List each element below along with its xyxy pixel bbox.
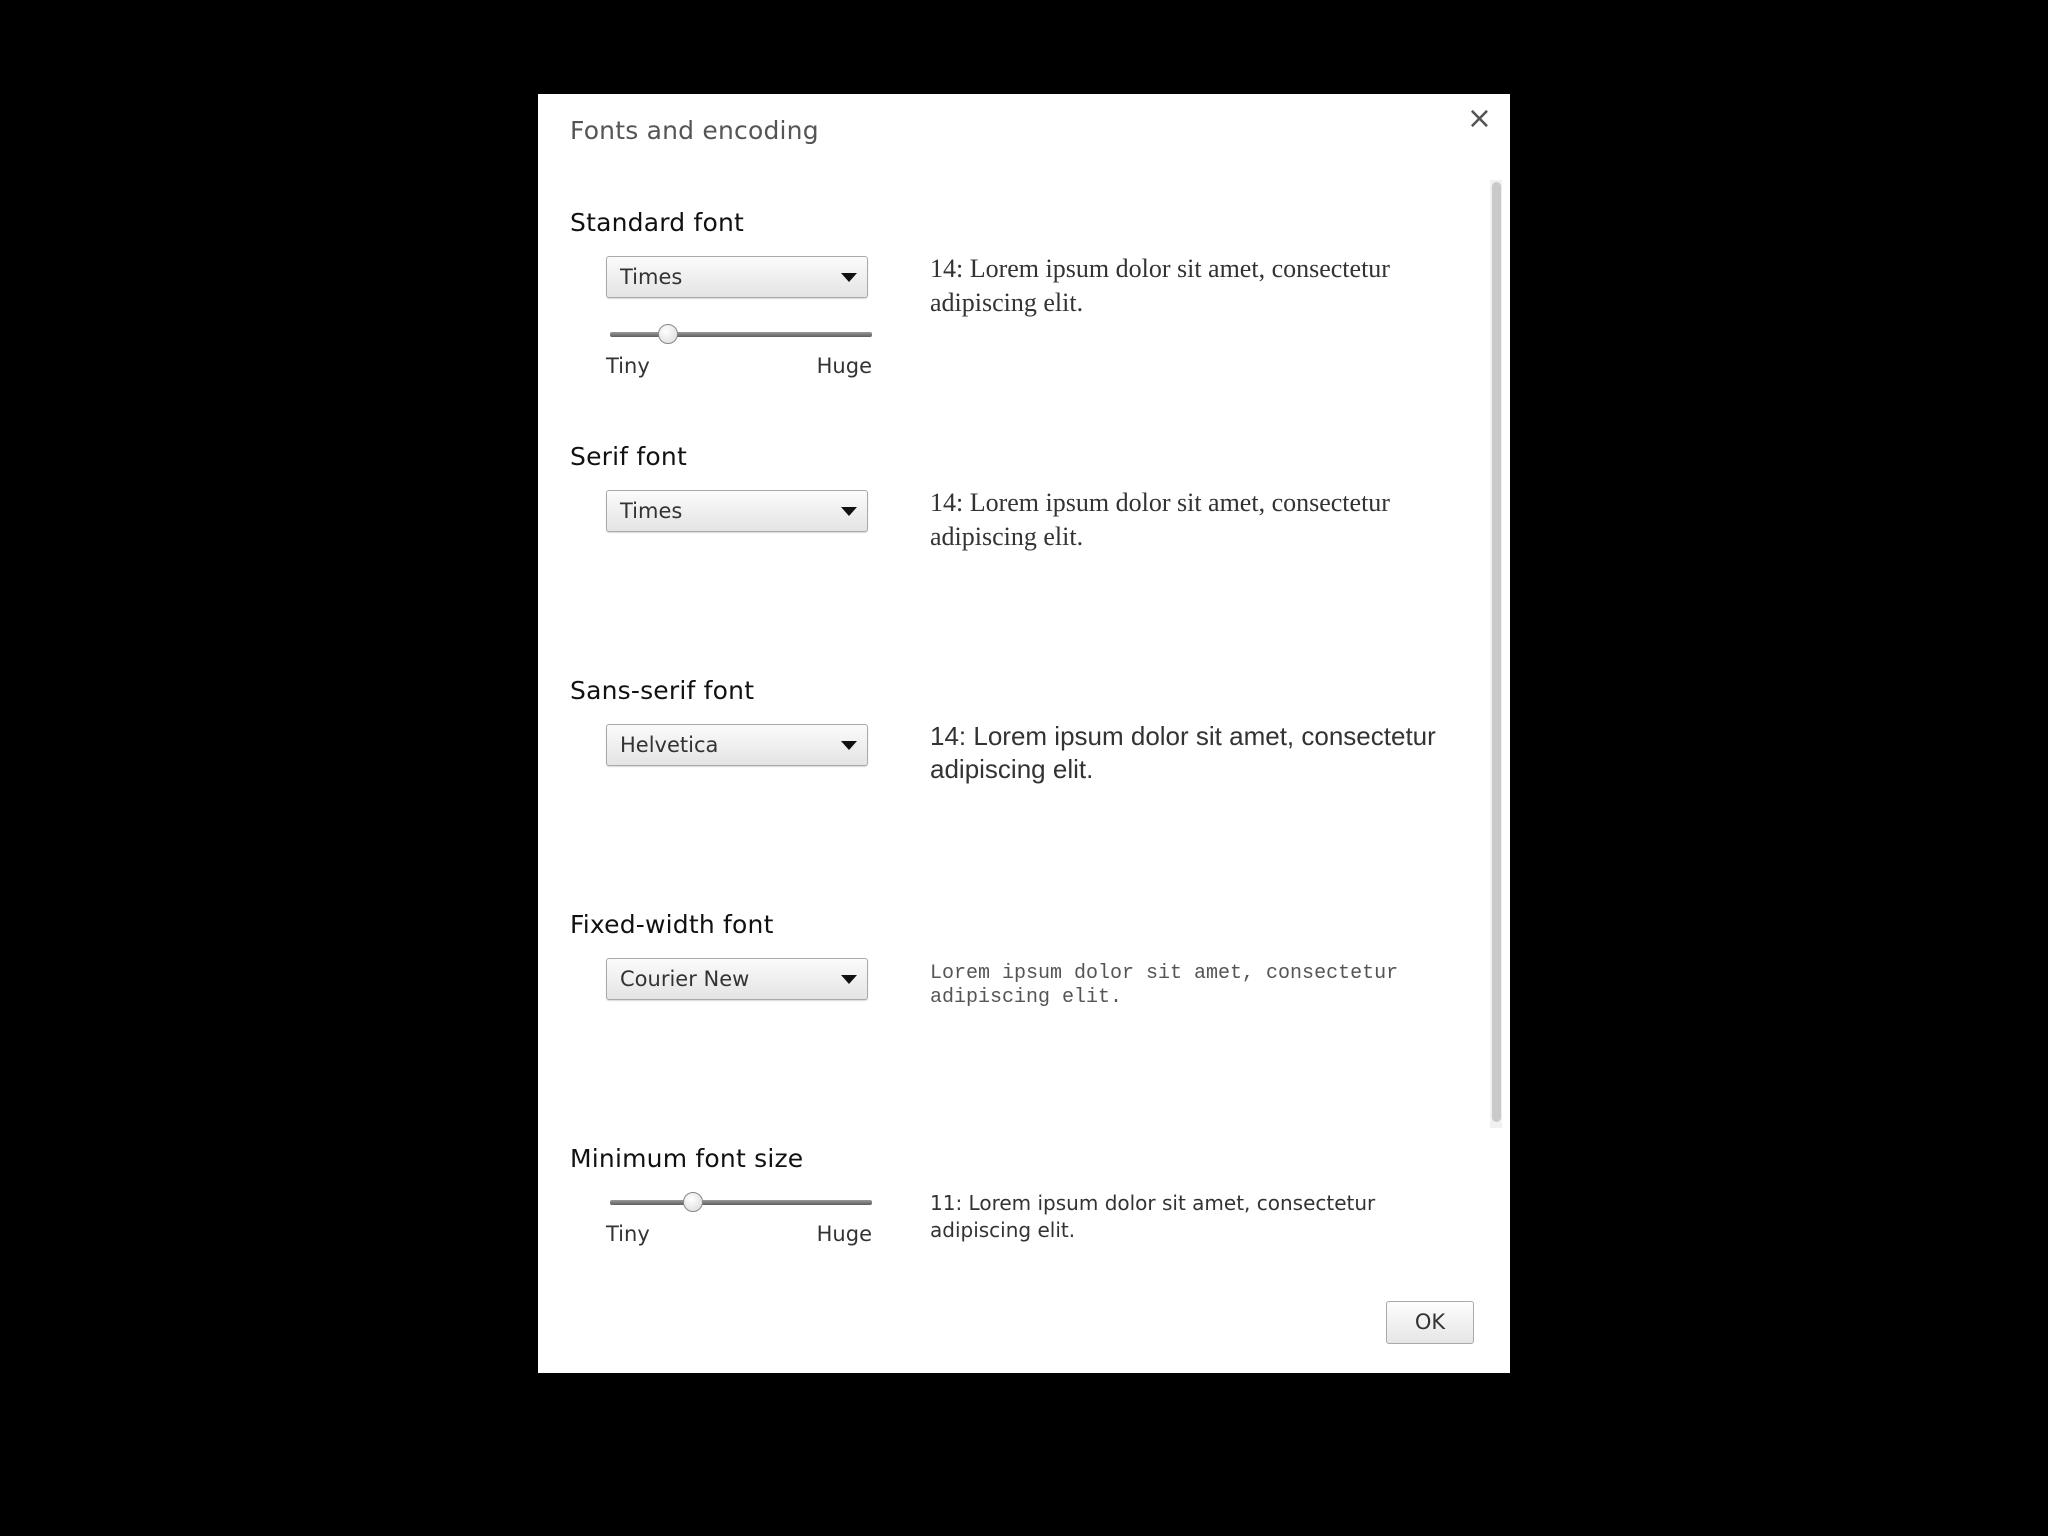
serif-font-section [570, 442, 1470, 551]
sans-serif-font-section [570, 676, 1470, 784]
fixed-width-font-heading: Fixed-width font [570, 910, 774, 939]
serif-font-value: Times [620, 499, 683, 523]
standard-font-size-slider[interactable] [606, 320, 872, 380]
sans-serif-font-heading: Sans-serif font [570, 676, 755, 705]
fonts-dialog [538, 94, 1510, 1373]
chevron-down-icon [841, 975, 857, 984]
serif-font-heading: Serif font [570, 442, 687, 471]
slider-knob[interactable] [683, 1192, 703, 1212]
minimum-font-size-heading: Minimum font size [570, 1144, 804, 1173]
fixed-width-font-value: Courier New [620, 967, 750, 991]
sans-serif-font-value: Helvetica [620, 733, 719, 757]
chevron-down-icon [841, 273, 857, 282]
slider-max-label: Huge [816, 1222, 872, 1246]
fixed-width-font-preview: Lorem ipsum dolor sit amet, consectetur adipiscing elit. [930, 962, 1399, 1009]
chevron-down-icon [841, 507, 857, 516]
minimum-font-size-section [570, 1144, 1470, 1246]
scrollbar-thumb[interactable] [1492, 182, 1501, 1122]
fixed-width-font-select[interactable] [606, 958, 868, 1000]
serif-font-select[interactable] [606, 490, 868, 532]
ok-button[interactable]: OK [1386, 1301, 1474, 1344]
serif-font-preview: 14: Lorem ipsum dolor sit amet, consectetur adipiscing elit. [930, 488, 1390, 551]
standard-font-value: Times [620, 265, 683, 289]
slider-track[interactable] [610, 1200, 872, 1205]
slider-min-label: Tiny [606, 354, 650, 378]
dialog-title: Fonts and encoding [570, 116, 819, 145]
slider-max-label: Huge [816, 354, 872, 378]
chevron-down-icon [841, 741, 857, 750]
minimum-font-size-slider[interactable] [606, 1188, 872, 1248]
sans-serif-font-preview: 14: Lorem ipsum dolor sit amet, consectetur adipiscing elit. [930, 721, 1436, 784]
standard-font-preview: 14: Lorem ipsum dolor sit amet, consectetur adipiscing elit. [930, 254, 1390, 317]
fixed-width-font-section [570, 910, 1470, 1009]
standard-font-heading: Standard font [570, 208, 745, 237]
slider-track[interactable] [610, 332, 872, 337]
slider-min-label: Tiny [606, 1222, 650, 1246]
minimum-font-size-preview: 11: Lorem ipsum dolor sit amet, consectetur adipiscing elit. [930, 1191, 1376, 1242]
scrollbar[interactable] [1490, 180, 1502, 1128]
slider-knob[interactable] [658, 324, 678, 344]
standard-font-section [570, 208, 1470, 378]
standard-font-select[interactable] [606, 256, 868, 298]
sans-serif-font-select[interactable] [606, 724, 868, 766]
close-icon[interactable]: × [1466, 101, 1492, 136]
